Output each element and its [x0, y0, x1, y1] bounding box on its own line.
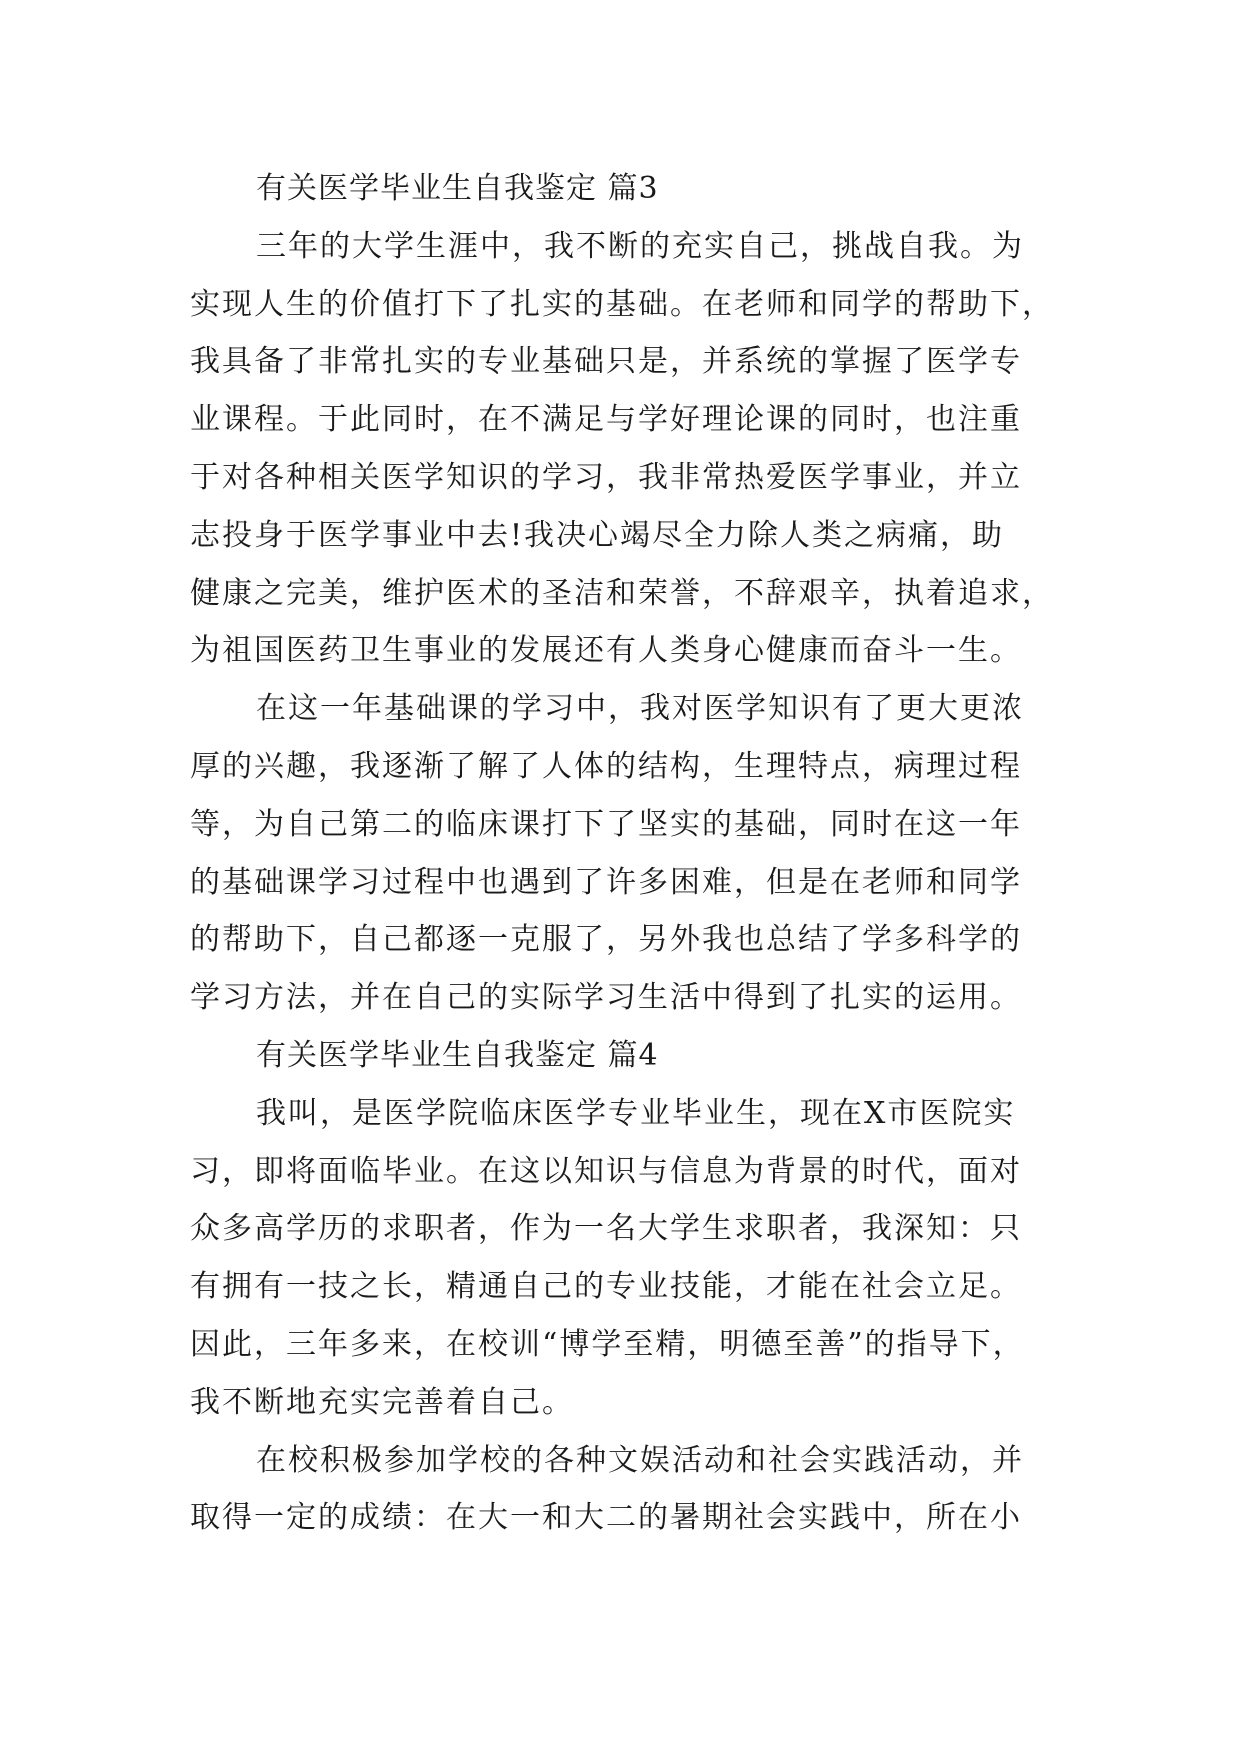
- paragraph-line: 取得一定的成绩：在大一和大二的暑期社会实践中，所在小: [190, 1500, 1022, 1536]
- paragraph-line: 众多高学历的求职者，作为一名大学生求职者，我深知：只: [190, 1211, 1022, 1247]
- paragraph-line: 学习方法，并在自己的实际学习生活中得到了扎实的运用。: [190, 980, 1022, 1016]
- paragraph-line: 业课程。于此同时，在不满足与学好理论课的同时，也注重: [190, 402, 1022, 438]
- paragraph-line: 因此，三年多来，在校训“博学至精，明德至善”的指导下，: [190, 1326, 1025, 1362]
- paragraph-line: 习，即将面临毕业。在这以知识与信息为背景的时代，面对: [190, 1153, 1022, 1189]
- document-body: [190, 160, 1090, 1547]
- paragraph-line: 我叫，是医学院临床医学专业毕业生，现在X市医院实: [256, 1095, 1016, 1131]
- paragraph-line: 我不断地充实完善着自己。: [190, 1384, 574, 1420]
- section-heading: 有关医学毕业生自我鉴定 篇3: [256, 171, 659, 206]
- paragraph-line: 在这一年基础课的学习中，我对医学知识有了更大更浓: [256, 691, 1024, 727]
- paragraph-line: 三年的大学生涯中，我不断的充实自己，挑战自我。为: [256, 228, 1024, 264]
- paragraph-line: 厚的兴趣，我逐渐了解了人体的结构，生理特点，病理过程: [190, 748, 1022, 784]
- paragraph-line: 于对各种相关医学知识的学习，我非常热爱医学事业，并立: [190, 459, 1022, 495]
- paragraph-line: 为祖国医药卫生事业的发展还有人类身心健康而奋斗一生。: [190, 633, 1022, 669]
- section-heading: 有关医学毕业生自我鉴定 篇4: [256, 1037, 659, 1073]
- paragraph-line: 有拥有一技之长，精通自己的专业技能，才能在社会立足。: [190, 1269, 1022, 1305]
- paragraph-line: 我具备了非常扎实的专业基础只是，并系统的掌握了医学专: [190, 344, 1022, 380]
- paragraph-line: 的基础课学习过程中也遇到了许多困难，但是在老师和同学: [190, 864, 1022, 900]
- paragraph-line: 实现人生的价值打下了扎实的基础。在老师和同学的帮助下，: [190, 286, 1054, 322]
- paragraph-line: 健康之完美，维护医术的圣洁和荣誉，不辞艰辛，执着追求，: [190, 575, 1054, 611]
- paragraph-line: 志投身于医学事业中去!我决心竭尽全力除人类之病痛，助: [190, 517, 1005, 553]
- paragraph-line: 在校积极参加学校的各种文娱活动和社会实践活动，并: [256, 1442, 1024, 1478]
- paragraph-line: 等，为自己第二的临床课打下了坚实的基础，同时在这一年: [190, 806, 1022, 842]
- paragraph-line: 的帮助下，自己都逐一克服了，另外我也总结了学多科学的: [190, 922, 1022, 958]
